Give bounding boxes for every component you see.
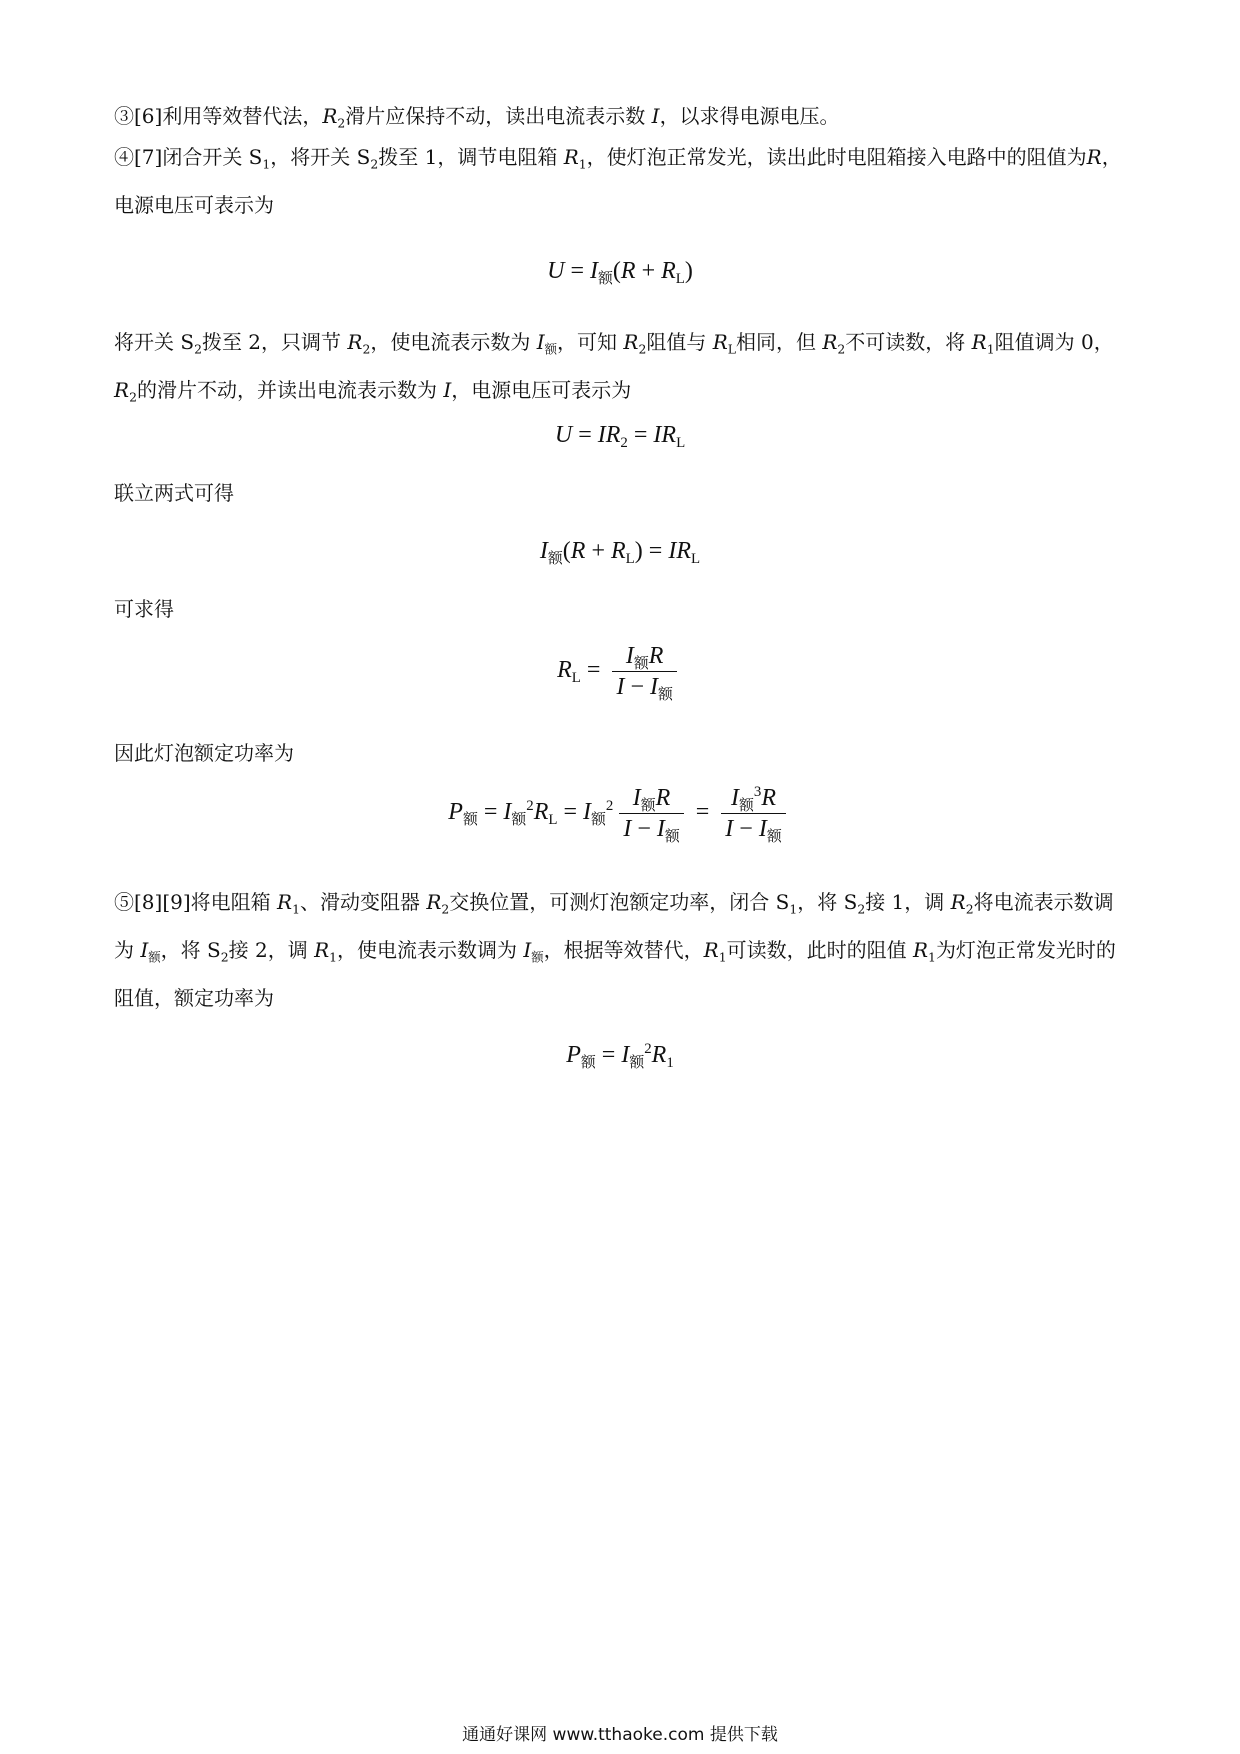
fraction-denominator (721, 814, 785, 844)
eq-operator: = (580, 657, 607, 684)
subscript: 1 (928, 949, 936, 965)
subscript: 2 (370, 156, 379, 172)
eq-operator: = (595, 1042, 622, 1068)
fraction-numerator (721, 783, 785, 814)
fraction-denominator (619, 814, 683, 844)
paragraph-text: 不可读数，将 (845, 330, 972, 354)
eq-symbol: R (605, 422, 621, 448)
fraction-numerator (619, 783, 683, 814)
paragraph-switch-2 (114, 318, 1126, 414)
subscript: 2 (220, 949, 229, 965)
subscript: 额 (591, 812, 606, 829)
subscript: 2 (337, 115, 346, 131)
subscript: L (690, 551, 701, 568)
subscript: 1 (578, 156, 587, 172)
eq-operator: + (585, 538, 611, 564)
paragraph-text: 拨至 2，只调节 (201, 330, 348, 354)
paragraph-text: ⑤[8][9]将电阻箱 (114, 890, 278, 914)
label-solve: 可求得 (114, 597, 174, 621)
fraction (612, 641, 676, 702)
variable-r: R (712, 330, 728, 354)
eq-operator: − (631, 816, 657, 842)
equation-6 (0, 1040, 1240, 1070)
eq-symbol: R (655, 785, 671, 811)
variable-r: R (322, 104, 338, 128)
subscript: 1 (292, 901, 300, 917)
paragraph-text: 的滑片不动，并读出电流表示数为 (136, 378, 444, 402)
subscript: 2 (837, 341, 846, 357)
paragraph-text: 相同，但 (735, 330, 823, 354)
equation-5 (0, 783, 1240, 844)
paragraph-text: ，电源电压可表示为 (114, 145, 1122, 217)
variable-r: R (114, 378, 130, 402)
eq-operator: − (624, 674, 650, 700)
eq-symbol: I (583, 799, 591, 826)
paragraph-text: ，以求得电源电压。 (659, 104, 840, 128)
eq-operator: = (642, 538, 669, 564)
variable-r: R (822, 330, 838, 354)
eq-symbol: R (611, 538, 626, 564)
eq-operator: = (477, 799, 504, 826)
paragraph-text: 交换位置，可测灯泡额定功率，闭合 S (449, 890, 790, 914)
subscript: 1 (262, 156, 271, 172)
eq-symbol: I (653, 422, 662, 448)
variable-r: R (1086, 145, 1102, 169)
equation-4 (0, 641, 1240, 702)
eq-operator: = (627, 422, 654, 448)
subscript: 2 (638, 341, 647, 357)
paragraph-step-5 (114, 878, 1126, 1022)
eq-operator: = (557, 799, 583, 826)
subscript: L (571, 670, 581, 687)
subscript: 额 (657, 687, 673, 704)
superscript: 2 (644, 1041, 652, 1058)
variable-r: R (277, 890, 293, 914)
subscript: 额 (739, 798, 754, 815)
eq-symbol: P (448, 799, 463, 826)
subscript: 1 (718, 949, 727, 965)
eq-symbol: R (620, 258, 636, 284)
subscript: 2 (362, 341, 371, 357)
eq-symbol: I (668, 538, 677, 564)
superscript: 2 (526, 798, 534, 815)
eq-symbol: R (648, 643, 664, 669)
subscript: 额 (640, 798, 656, 815)
eq-symbol: R (570, 538, 586, 564)
fraction-denominator (612, 672, 676, 702)
eq-symbol: I (758, 816, 767, 842)
paragraph-text: ，使电流表示数调为 (337, 938, 524, 962)
eq-symbol: I (731, 785, 739, 811)
eq-symbol: R (557, 657, 572, 684)
eq-symbol: I (539, 538, 548, 564)
subscript: 额 (531, 949, 544, 965)
subscript: 2 (857, 901, 866, 917)
variable-i: I (536, 330, 545, 354)
fraction (619, 783, 683, 844)
paragraph-text: ④[7]闭合开关 S (114, 145, 263, 169)
eq-symbol: R (761, 785, 776, 811)
subscript: 2 (620, 435, 628, 452)
eq-symbol: I (625, 643, 634, 669)
paragraph-text: ③[6]利用等效替代法， (114, 104, 323, 128)
eq-operator: ( (562, 538, 571, 564)
eq-operator: = (689, 799, 716, 826)
subscript: 额 (462, 812, 478, 829)
paragraph-step-4 (114, 133, 1126, 229)
eq-symbol: I (503, 799, 512, 826)
variable-r: R (950, 890, 966, 914)
eq-symbol: I (725, 816, 734, 842)
subscript: 额 (511, 812, 527, 829)
subscript: L (727, 341, 736, 357)
eq-symbol: I (621, 1042, 630, 1068)
eq-symbol: I (590, 258, 599, 284)
eq-operator: = (564, 258, 591, 284)
paragraph-text: 拨至 1，调节电阻箱 (378, 145, 564, 169)
variable-i: I (523, 938, 532, 962)
eq-symbol: U (554, 422, 573, 448)
subscript: L (676, 435, 686, 452)
eq-operator: ) (634, 538, 643, 564)
subscript: 2 (194, 341, 202, 357)
variable-i: I (651, 104, 660, 128)
variable-r: R (347, 330, 363, 354)
superscript: 2 (605, 798, 614, 815)
variable-i: I (443, 378, 452, 402)
variable-i: I (140, 938, 149, 962)
paragraph-text: 可读数，此时的阻值 (726, 938, 913, 962)
paragraph-text: 接 2，调 (228, 938, 315, 962)
equation-2 (0, 420, 1240, 450)
subscript: 额 (598, 271, 613, 288)
subscript: 额 (664, 829, 680, 846)
eq-operator: ( (612, 258, 621, 284)
fraction-numerator (612, 641, 676, 672)
eq-symbol: R (676, 538, 691, 564)
subscript: 2 (129, 389, 137, 405)
fraction (721, 783, 785, 844)
eq-symbol: I (623, 816, 632, 842)
subscript: 额 (633, 656, 649, 673)
label-combine: 联立两式可得 (114, 481, 234, 505)
subscript: 额 (766, 829, 782, 846)
paragraph-text: 将开关 S (114, 330, 195, 354)
subscript: 1 (789, 901, 798, 917)
eq-operator: ) (684, 258, 693, 284)
subscript: 额 (148, 949, 161, 965)
variable-r: R (703, 938, 719, 962)
paragraph-text: ，电源电压可表示为 (451, 378, 632, 402)
paragraph-text: ，使电流表示数为 (370, 330, 537, 354)
variable-r: R (912, 938, 929, 962)
eq-symbol: I (649, 674, 658, 700)
label-rated-power: 因此灯泡额定功率为 (114, 741, 294, 765)
subscript: L (548, 812, 558, 829)
equation-1 (0, 256, 1240, 286)
paragraph-text: 阻值调为 0， (994, 330, 1114, 354)
eq-symbol: R (661, 258, 676, 284)
subscript: 1 (986, 341, 995, 357)
paragraph-text: ，将 S (797, 890, 858, 914)
paragraph-text: 为灯泡正常发光时的阻值，额定功率为 (114, 938, 1116, 1010)
paragraph-text: 将电流表示数调为 (114, 890, 1114, 962)
variable-r: R (623, 330, 639, 354)
paragraph-text: ，将 S (160, 938, 221, 962)
subscript: 额 (629, 1055, 645, 1072)
eq-symbol: R (533, 799, 549, 826)
eq-operator: + (635, 258, 662, 284)
subscript: 额 (547, 551, 563, 568)
paragraph-text: ，根据等效替代， (543, 938, 704, 962)
paragraph-text: ，可知 (557, 330, 624, 354)
page-footer: 通通好课网 www.tthaoke.com 提供下载 (462, 1725, 778, 1745)
eq-symbol: I (616, 674, 625, 700)
variable-r: R (314, 938, 330, 962)
subscript: L (625, 551, 635, 568)
eq-symbol: I (632, 785, 641, 811)
paragraph-text: 滑片应保持不动，读出电流表示数 (345, 104, 652, 128)
subscript: 2 (441, 901, 450, 917)
variable-r: R (971, 330, 987, 354)
paragraph-text: 、滑动变阻器 (299, 890, 427, 914)
eq-operator: − (733, 816, 759, 842)
subscript: L (675, 271, 685, 288)
eq-symbol: U (547, 258, 565, 284)
paragraph-text: 接 1，调 (865, 890, 951, 914)
subscript: 额 (580, 1055, 596, 1072)
paragraph-text: ，使灯泡正常发光，读出此时电阻箱接入电路中的阻值为 (586, 145, 1087, 169)
paragraph-text: ，将开关 S (270, 145, 371, 169)
eq-symbol: I (656, 816, 665, 842)
subscript: 额 (544, 341, 558, 357)
eq-symbol: I (597, 422, 606, 448)
superscript: 3 (753, 784, 762, 801)
variable-r: R (563, 145, 579, 169)
paragraph-text: 阻值与 (646, 330, 713, 354)
subscript: 1 (329, 949, 338, 965)
eq-symbol: P (566, 1042, 581, 1068)
eq-symbol: R (651, 1042, 667, 1068)
eq-operator: = (572, 422, 598, 448)
equation-3 (0, 536, 1240, 566)
eq-symbol: R (661, 422, 677, 448)
variable-r: R (426, 890, 442, 914)
subscript: 2 (965, 901, 974, 917)
subscript: 1 (666, 1055, 674, 1072)
